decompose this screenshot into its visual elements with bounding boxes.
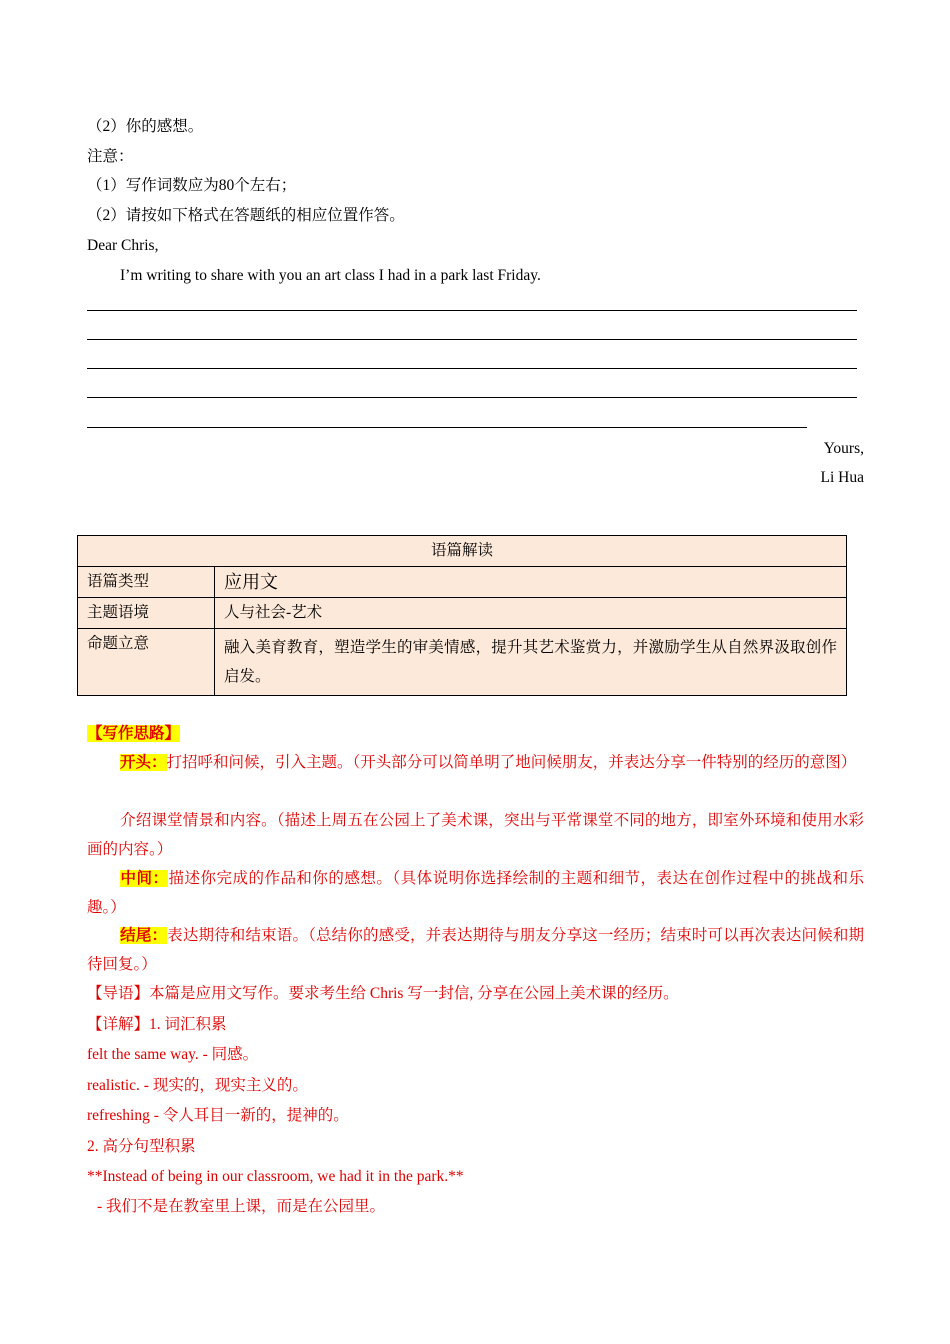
answer-line [87, 368, 857, 369]
table-row [78, 598, 847, 629]
middle-label: 中间： [120, 870, 169, 887]
intro-text: 介绍课堂情景和内容。（描述上周五在公园上了美术课，突出与平常课堂不同的地方，即室外环境和使用水彩画的内容。） [87, 812, 864, 858]
vocab-item: realistic. - 现实的，现实主义的。 [87, 1077, 308, 1094]
row-label: 主题语境 [78, 598, 215, 629]
text-analysis-table [77, 535, 847, 696]
row-value: 融入美育教育，塑造学生的审美情感，提升其艺术鉴赏力，并激励学生从自然界汲取创作启发。 [215, 629, 847, 696]
letter-opening-sentence: I’m writing to share with you an art class I had in a park last Friday. [120, 267, 541, 284]
ending-text: 表达期待和结束语。（总结你的感受，并表达期待与朋友分享这一经历；结束时可以再次表达问候和期待回复。） [87, 927, 864, 973]
table-row [78, 629, 847, 696]
note-label: 注意： [87, 148, 134, 165]
vocab-item: felt the same way. - 同感。 [87, 1046, 259, 1063]
details-heading: 【详解】1. 词汇积累 [87, 1016, 227, 1033]
writing-ideas-heading: 【写作思路】 [87, 725, 181, 742]
row-label: 命题立意 [78, 629, 215, 696]
letter-closing: Yours, [823, 440, 864, 457]
answer-line [87, 339, 857, 340]
letter-signature: Li Hua [820, 469, 864, 486]
table-row [78, 567, 847, 598]
guide-text: 【导语】本篇是应用文写作。要求考生给 Chris 写一封信, 分享在公园上美术课的经历。 [87, 985, 679, 1002]
middle-text: 描述你完成的作品和你的感想。（具体说明你选择绘制的主题和细节，表达在创作过程中的挑战和乐趣。） [87, 870, 864, 916]
ending-label: 结尾： [120, 927, 168, 944]
middle-idea [87, 864, 864, 922]
sentence-translation: - 我们不是在教室里上课，而是在公园里。 [97, 1198, 386, 1215]
answer-line [87, 427, 807, 428]
opening-label: 开头： [120, 754, 167, 771]
row-label: 语篇类型 [78, 567, 215, 598]
note-item-1: （1）写作词数应为80个左右； [87, 177, 297, 194]
sentence-heading: 2. 高分句型积累 [87, 1138, 196, 1155]
table-title: 语篇解读 [78, 536, 847, 567]
intro-idea [87, 806, 864, 864]
answer-line [87, 310, 857, 311]
ending-idea [87, 921, 864, 979]
letter-salutation: Dear Chris, [87, 237, 159, 254]
opening-idea [87, 748, 864, 777]
row-value: 应用文 [215, 567, 847, 598]
prompt-item-2: （2）你的感想。 [87, 118, 204, 135]
sentence-pattern: **Instead of being in our classroom, we had it in the park.** [87, 1168, 464, 1185]
row-value: 人与社会-艺术 [215, 598, 847, 629]
vocab-item: refreshing - 令人耳目一新的，提神的。 [87, 1107, 349, 1124]
opening-text: 打招呼和问候，引入主题。（开头部分可以简单明了地问候朋友，并表达分享一件特别的经历的意图） [166, 754, 857, 771]
answer-line [87, 397, 857, 398]
note-item-2: （2）请按如下格式在答题纸的相应位置作答。 [87, 207, 405, 224]
